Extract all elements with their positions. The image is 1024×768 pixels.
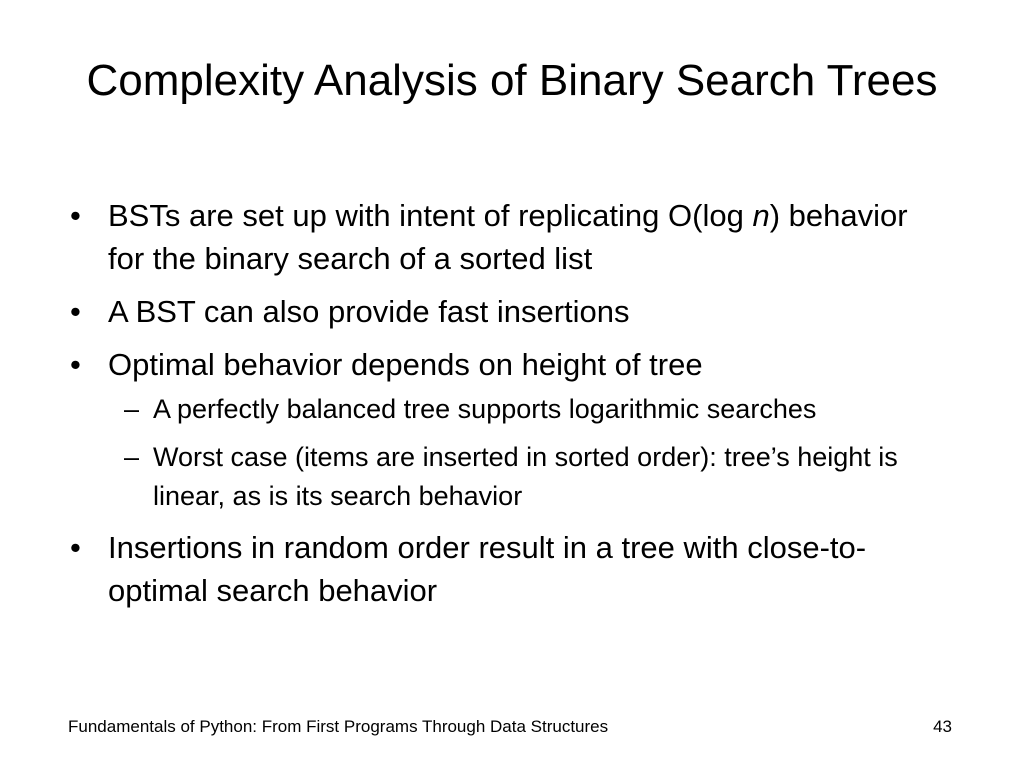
sub-bullet-marker: – bbox=[124, 442, 140, 472]
bullet-marker: • bbox=[70, 530, 81, 565]
bullet-item-3 bbox=[66, 343, 946, 516]
bullet-text: Optimal behavior depends on height of tree bbox=[108, 347, 703, 382]
bullet-item-2 bbox=[66, 290, 946, 333]
sub-bullet-item-2 bbox=[108, 438, 946, 516]
sub-bullet-text: A perfectly balanced tree supports logarithmic searches bbox=[153, 394, 817, 424]
sub-bullet-text: Worst case (items are inserted in sorted order): tree’s height is linear, as is its search behavior bbox=[153, 442, 898, 511]
slide-title: Complexity Analysis of Binary Search Trees bbox=[86, 56, 938, 105]
bullet-italic-variable: n bbox=[752, 198, 770, 233]
bullet-item-1 bbox=[66, 194, 946, 280]
bullet-text-part: ) behavior for the binary search of a sorted list bbox=[108, 198, 908, 276]
bullet-marker: • bbox=[70, 294, 81, 329]
page-number: 43 bbox=[933, 717, 952, 736]
sub-bullet-marker: – bbox=[124, 394, 140, 424]
bullet-text: Insertions in random order result in a tree with close-to-optimal search behavior bbox=[108, 530, 867, 608]
bullet-marker: • bbox=[70, 347, 81, 382]
sub-bullet-item-1 bbox=[108, 390, 946, 429]
bullet-text-part: BSTs are set up with intent of replicating O(log bbox=[108, 198, 753, 233]
bullet-list bbox=[66, 194, 946, 622]
sub-bullet-list bbox=[108, 390, 946, 516]
bullet-item-4 bbox=[66, 526, 946, 612]
footer-book-title: Fundamentals of Python: From First Programs Through Data Structures bbox=[68, 717, 609, 736]
bullet-text: A BST can also provide fast insertions bbox=[108, 294, 630, 329]
bullet-marker: • bbox=[70, 198, 81, 233]
